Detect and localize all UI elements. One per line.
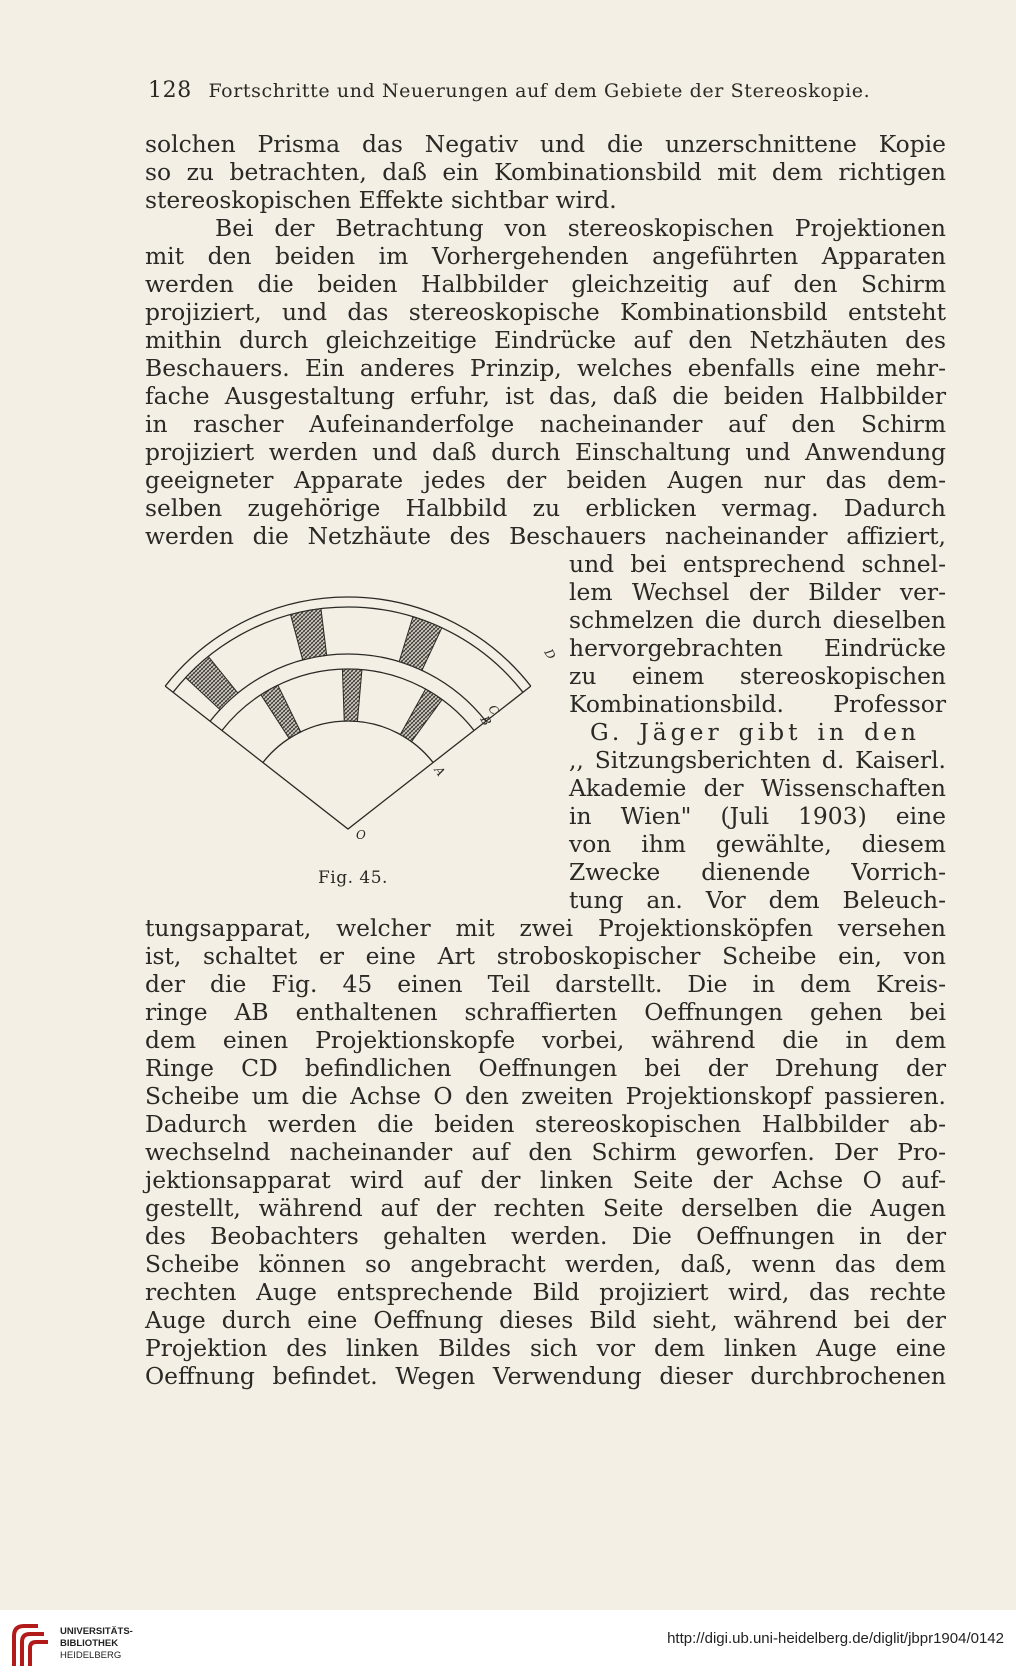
- text-line: projiziert, und das stereoskopische Kombinationsbild entsteht: [145, 298, 946, 326]
- text-line: tung an. Vor dem Beleuch-: [569, 886, 946, 914]
- text-line: rechten Auge entsprechende Bild projiziert wird, das rechte: [145, 1278, 946, 1306]
- text-line: schmelzen die durch dieselben: [569, 606, 946, 634]
- text-line: ist, schaltet er eine Art stroboskopischer Scheibe ein, von: [145, 942, 946, 970]
- text-line: mithin durch gleichzeitige Eindrücke auf den Netzhäuten des: [145, 326, 946, 354]
- text-line: in Wien" (Juli 1903) eine: [569, 802, 946, 830]
- running-header: [148, 78, 888, 103]
- logo-line-3: HEIDELBERG: [60, 1650, 122, 1661]
- text-line: Ringe CD befindlichen Oeffnungen bei der Drehung der: [145, 1054, 946, 1082]
- label-c: C: [485, 702, 503, 718]
- text-line: Scheibe können so angebracht werden, daß, wenn das dem: [145, 1250, 946, 1278]
- text-line: Scheibe um die Achse O den zweiten Projektionskopf passieren.: [145, 1082, 946, 1110]
- text-line: Kombinationsbild. Professor: [569, 690, 946, 718]
- text-line: Projektion des linken Bildes sich vor dem linken Auge eine: [145, 1334, 946, 1362]
- text-line: dem einen Projektionskopfe vorbei, während die in dem: [145, 1026, 946, 1054]
- text-line: hervorgebrachten Eindrücke: [569, 634, 946, 662]
- text-line: selben zugehörige Halbbild zu erblicken vermag. Dadurch: [145, 494, 946, 522]
- opening-cd: [291, 609, 327, 660]
- logo-line-1: UNIVERSITÄTS-: [60, 1626, 133, 1637]
- text-line: werden die beiden Halbbilder gleichzeitig auf den Schirm: [145, 270, 946, 298]
- label-o: O: [356, 828, 366, 842]
- text-line: mit den beiden im Vorhergehenden angeführten Apparaten: [145, 242, 946, 270]
- text-line: Bei der Betrachtung von stereoskopischen Projektionen: [215, 214, 946, 242]
- text-line: zu einem stereoskopischen: [569, 662, 946, 690]
- figure-caption: Fig. 45.: [318, 868, 388, 888]
- source-url-link[interactable]: http://digi.ub.uni-heidelberg.de/diglit/jbpr1904/0142: [667, 1630, 1004, 1647]
- text-line: so zu betrachten, daß ein Kombinationsbild mit dem richtigen: [145, 158, 946, 186]
- text-line: Zwecke dienende Vorrich-: [569, 858, 946, 886]
- opening-ab: [400, 689, 442, 742]
- text-line: tungsapparat, welcher mit zwei Projektionsköpfen versehen: [145, 914, 946, 942]
- library-logo: [8, 1620, 133, 1670]
- text-line: Auge durch eine Oeffnung dieses Bild sieht, während bei der: [145, 1306, 946, 1334]
- text-line: ,, Sitzungsberichten d. Kaiserl.: [569, 746, 946, 774]
- figure-45: [148, 567, 559, 857]
- opening-cd: [186, 656, 238, 709]
- text-line: ringe AB enthaltenen schraffierten Oeffnungen gehen bei: [145, 998, 946, 1026]
- running-title: Fortschritte und Neuerungen auf dem Gebiete der Stereoskopie.: [208, 80, 871, 102]
- text-line: Dadurch werden die beiden stereoskopischen Halbbilder ab-: [145, 1110, 946, 1138]
- text-line: und bei entsprechend schnel-: [569, 550, 946, 578]
- library-logo-icon: [8, 1622, 54, 1668]
- text-line: stereoskopischen Effekte sichtbar wird.: [145, 186, 617, 214]
- text-line: in rascher Aufeinanderfolge nacheinander auf den Schirm: [145, 410, 946, 438]
- opening-ab: [261, 685, 301, 738]
- opening-cd: [399, 617, 442, 671]
- label-b: B: [477, 713, 494, 729]
- text-line: Beschauers. Ein anderes Prinzip, welches ebenfalls eine mehr-: [145, 354, 946, 382]
- text-line: lem Wechsel der Bilder ver-: [569, 578, 946, 606]
- stroboscopic-disc-diagram: [148, 567, 559, 857]
- footer-bar: [0, 1610, 1016, 1679]
- text-line: von ihm gewählte, diesem: [569, 830, 946, 858]
- opening-ab: [342, 669, 362, 721]
- page-number: 128: [148, 78, 192, 103]
- text-line: gestellt, während auf der rechten Seite derselben die Augen: [145, 1194, 946, 1222]
- text-line: jektionsapparat wird auf der linken Seite der Achse O auf-: [145, 1166, 946, 1194]
- text-line: Akademie der Wissenschaften: [569, 774, 946, 802]
- text-line: werden die Netzhäute des Beschauers nacheinander affiziert,: [145, 522, 946, 550]
- text-line: der die Fig. 45 einen Teil darstellt. Die in dem Kreis-: [145, 970, 946, 998]
- label-a: A: [431, 763, 448, 779]
- logo-line-2: BIBLIOTHEK: [60, 1638, 119, 1649]
- text-line: geeigneter Apparate jedes der beiden Augen nur das dem-: [145, 466, 946, 494]
- text-line: fache Ausgestaltung erfuhr, ist das, daß die beiden Halbbilder: [145, 382, 946, 410]
- text-line: Oeffnung befindet. Wegen Verwendung dieser durchbrochenen: [145, 1362, 946, 1390]
- text-line: projiziert werden und daß durch Einschaltung und Anwendung: [145, 438, 946, 466]
- label-d: D: [541, 646, 559, 662]
- text-line: solchen Prisma das Negativ und die unzerschnittene Kopie: [145, 130, 946, 158]
- text-line: wechselnd nacheinander auf den Schirm geworfen. Der Pro-: [145, 1138, 946, 1166]
- text-line: des Beobachters gehalten werden. Die Oeffnungen in der: [145, 1222, 946, 1250]
- text-line: G. Jäger gibt in den: [590, 718, 920, 746]
